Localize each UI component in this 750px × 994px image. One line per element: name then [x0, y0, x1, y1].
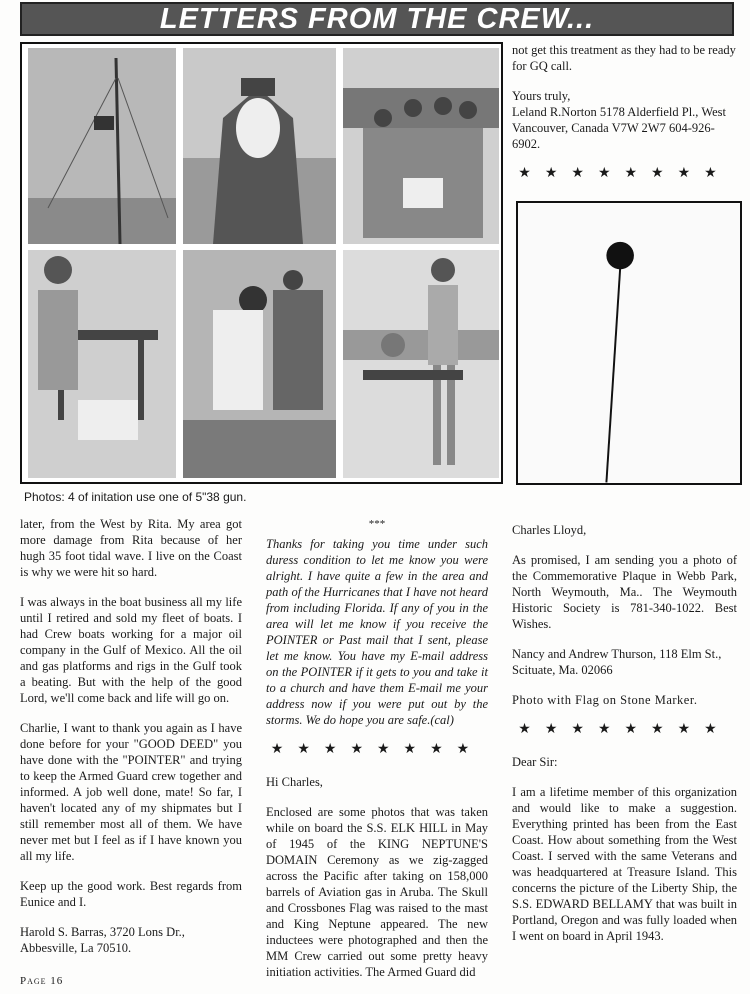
col3-continuation: not get this treatment as they had to be ready for GQ call. [512, 43, 736, 73]
col1-paragraph-1: later, from the West by Rita. My area got more damage from Rita because of her hugh 35 foot tidal wave. I live on the Coast is why we were hit so hard. [20, 517, 242, 579]
star-divider: ★★★★★★★★ [518, 722, 731, 737]
col3-closing: Yours truly, [512, 89, 571, 103]
col3-paragraph-2: I am a lifetime member of this organization and would like to make a suggestion. Everything printed has been from the East Coast. How about something from the West Coast. I served with the same Veterans and was headquartered at Treasure Island. This concerns the picture of the Liberty Ship, the S.S. EDWARD BELLAMY that was built in Portland, Oregon and was fully loaded when I went on board in April 1943. [512, 785, 737, 943]
page-banner [20, 2, 734, 36]
page-number: Page 16 [20, 975, 64, 987]
col3-addressee: Charles Lloyd, [512, 523, 587, 537]
photo-caption: Photos: 4 of initation use one of 5"38 gun. [24, 490, 247, 504]
letter-column-3-bottom [512, 522, 737, 958]
letter-column-1 [20, 516, 242, 970]
photo-initiation-2 [183, 250, 336, 478]
star-divider: ★★★★★★★★ [270, 742, 484, 757]
col3-salutation: Dear Sir: [512, 755, 558, 769]
letter-greeting: Hi Charles, [266, 775, 323, 789]
letter-column-3-top [512, 42, 737, 198]
col3-signature: Leland R.Norton 5178 Alderfield Pl., West Vancouver, Canada V7W 2W7 604-926-6902. [512, 105, 727, 151]
col1-paragraph-4: Keep up the good work. Best regards from Eunice and I. [20, 879, 242, 909]
col3-paragraph-1: As promised, I am sending you a photo of the Commemorative Plaque in Webb Park, North Weymouth, Ma.. The Weymouth Historic Society is 781-340-1022. Best Wishes. [512, 553, 737, 631]
photo-crew-group [343, 48, 499, 244]
photo-mast-flag [28, 48, 176, 244]
plaque-photo [516, 201, 742, 485]
photo-initiation-1 [28, 250, 176, 478]
photo-collage [20, 42, 503, 484]
section-separator: *** [368, 518, 386, 530]
letter-body: Enclosed are some photos that was taken while on board the S.S. ELK HILL in May of 1945 of the KING NEPTUNE'S DOMAIN Ceremony as we zig-zagged across the Pacific after taking on 158,000 barrels of Aviation gas in Aruba. The Skull and Crossbones Flag was raised to the mast and King Neptune appeared. The new inductees were photographed and then the MM Crew carried out some pretty heavy initiation activities. The Armed Guard did [266, 805, 488, 979]
col1-paragraph-3: Charlie, I want to thank you again as I have done before for your "GOOD DEED" you have done with the "POINTER" and trying to keep the Armed Guard crew together and informed. A job well done, mate! So far, I haven't located any of my shipmates but I still remember most all of them. We have never met but I feel as if I have known you all my life. [20, 721, 242, 863]
star-divider: ★★★★★★★★ [518, 166, 731, 181]
photo-initiation-3 [343, 250, 499, 478]
col3-photo-caption: Photo with Flag on Stone Marker. [512, 693, 698, 707]
photo-king-neptune [183, 48, 336, 244]
col1-paragraph-2: I was always in the boat business all my life until I retired and sold my fleet of boats. I had Crew boats working for a major oil company in the Gulf of Mexico. All the oil and gas platforms and rigs in the Gulf took a beating. But with the help of the good Lord, we'll come back and life will go on. [20, 595, 242, 705]
col3-signature-2: Nancy and Andrew Thurson, 118 Elm St., Scituate, Ma. 02066 [512, 647, 722, 677]
letter-column-2 [266, 516, 488, 994]
editor-note: Thanks for taking you time under such duress condition to let me know you were alright. I have quite a few in the area and path of the Hurricanes that I have not heard from including Florida. If any of you in the area will let me know if you receive the POINTER or Past mail that I sent, please let me know. You have my E-mail address on the POINTER if it gets to you and take it to a church and have them E-mail me your address now if you were put out by the storms. We do hope you are safe.(cal) [266, 537, 488, 727]
page-title: LETTERS FROM THE CREW... [159, 2, 595, 35]
col1-signature: Harold S. Barras, 3720 Lons Dr., Abbesville, La 70510. [20, 925, 185, 955]
